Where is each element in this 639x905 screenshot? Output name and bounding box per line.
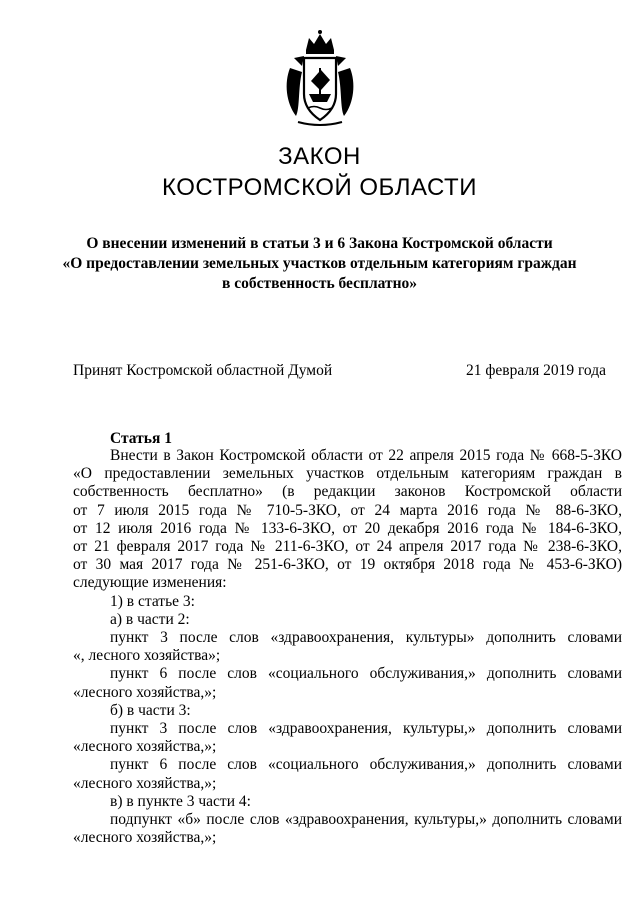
text-line: от 12 июля 2016 года № 133-6-ЗКО, от 20 декабря 2016 года № 184-6-ЗКО, [73,519,622,537]
coat-of-arms-icon [276,28,364,128]
text-line: Внести в Закон Костромской области от 22 апреля 2015 года № 668-5-ЗКО [110,447,622,464]
text-line: «лесного хозяйства,»; [73,774,217,792]
law-title-line2: КОСТРОМСКОЙ ОБЛАСТИ [162,174,477,201]
text-line: «О предоставлении земельных участков отдельным категориям граждан в [73,465,622,483]
adopted-by: Принят Костромской областной Думой [73,362,333,379]
text-line: пункт 3 после слов «здравоохранения, культуры» дополнить словами [110,629,622,647]
law-subject [40,234,599,294]
text-line: пункт 6 после слов «социального обслуживания,» дополнить словами [110,665,622,683]
adoption-date: 21 февраля 2019 года [465,362,606,379]
text-line: пункт 3 после слов «здравоохранения, культуры,» дополнить словами [110,720,622,738]
text-line: в) в пункте 3 части 4: [110,792,251,810]
subject-line: в собственность бесплатно» [221,275,418,292]
subject-line: «О предоставлении земельных участков отдельным категориям граждан [62,255,577,272]
text-line: б) в части 3: [110,701,191,719]
subject-line: О внесении изменений в статьи 3 и 6 Закона Костромской области [86,235,553,252]
text-line: собственность бесплатно» (в редакции законов Костромской области [73,483,622,501]
text-line: следующие изменения: [73,574,227,592]
text-line: «, лесного хозяйства»; [73,647,221,665]
text-line: 1) в статье 3: [110,592,195,610]
text-line: «лесного хозяйства,»; [73,683,217,701]
article-heading: Статья 1 [110,430,172,447]
text-line: «лесного хозяйства,»; [73,829,217,847]
text-line: от 21 февраля 2017 года № 211-6-ЗКО, от 24 апреля 2017 года № 238-6-ЗКО, [73,538,622,556]
text-line: пункт 6 после слов «социального обслуживания,» дополнить словами [110,756,622,774]
article-body [73,447,622,847]
text-line: от 30 мая 2017 года № 251-6-ЗКО, от 19 октября 2018 года № 453-6-ЗКО) [73,556,622,574]
law-title-line1: ЗАКОН [278,143,361,170]
text-line: подпункт «б» после слов «здравоохранения, культуры,» дополнить словами [110,811,622,829]
text-line: а) в части 2: [110,610,190,628]
text-line: от 7 июля 2015 года № 710-5-ЗКО, от 24 марта 2016 года № 88-6-ЗКО, [73,501,622,519]
text-line: «лесного хозяйства,»; [73,738,217,756]
